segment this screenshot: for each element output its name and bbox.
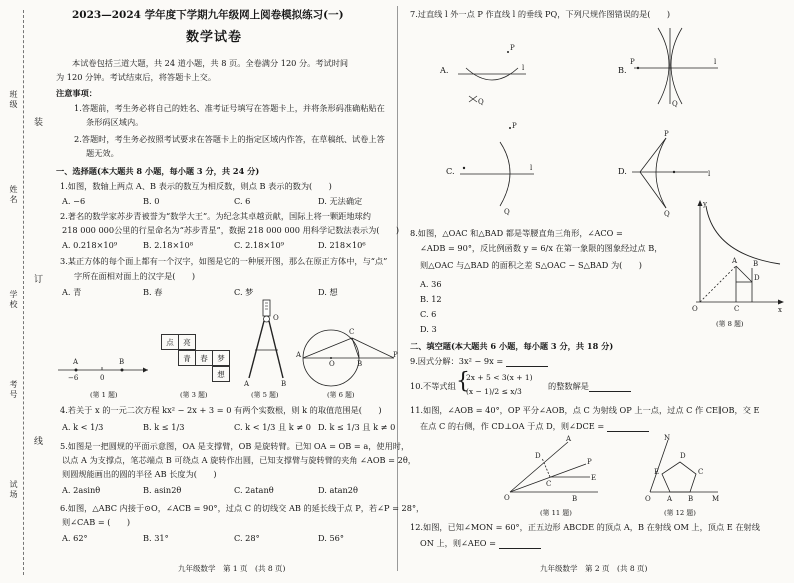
q1-option-c: C. 6 <box>234 196 251 206</box>
q7a-label-q: Q <box>478 98 484 106</box>
binding-char-xian: 线 <box>34 432 43 449</box>
q3-option-b: B. 春 <box>143 287 163 297</box>
q11-line-1: 11.如图，∠AOB = 40°，OP 平分∠AOB，点 C 为射线 OP 上一点，过点 C 作 CE∥OB，交 E <box>410 405 760 415</box>
fig12-label-b: B <box>688 495 694 503</box>
figure-8-hyperbola <box>690 198 786 314</box>
q12-line-2-text: ON 上，则∠AEO = <box>420 538 499 548</box>
q9-text: 9.因式分解：3x² − 9x = <box>410 356 506 366</box>
q6-line-2: 则∠CAB = ( ) <box>62 517 131 527</box>
q5-option-d: D. atan2θ <box>318 485 358 495</box>
fig12-label-c: C <box>698 468 704 476</box>
q3-line-2: 字所在面相对面上的汉字是( ) <box>74 271 196 281</box>
q2-line-2: 218 000 000公里的行星命名为“苏步青星”，数据 218 000 000 用科学记数法表示为( ) <box>62 225 400 235</box>
note-1a: 1.答题前，考生务必将自己的姓名、准考证号填写在答题卡上，并将条形码准确粘贴在 <box>74 103 385 113</box>
binding-label-name: 姓名 <box>9 185 18 205</box>
q2-line-1: 2.著名的数学家苏步青被誉为“数学大王”。为纪念其卓越贡献，国际上将一颗距地球约 <box>60 211 371 221</box>
q7c-label-l: l <box>530 164 533 172</box>
q12-answer-blank[interactable] <box>499 540 541 549</box>
q2-option-a: A. 0.218×10⁹ <box>62 240 118 250</box>
circle-label-b: B <box>357 360 363 368</box>
q7d-label-q: Q <box>664 210 670 218</box>
net-cell-qing: 青 <box>178 350 196 366</box>
q7-figure-b <box>628 22 720 112</box>
binding-dashed-line <box>23 10 24 575</box>
point-a <box>75 369 78 372</box>
q4-option-c: C. k < 1/3 且 k ≠ 0 <box>234 422 312 432</box>
net-cell-xiang: 想 <box>212 366 230 382</box>
q10-answer-blank[interactable] <box>589 383 631 392</box>
q2-option-c: C. 2.18×10⁹ <box>234 240 284 250</box>
fig8-label-y: y <box>703 200 707 208</box>
binding-strip <box>0 0 44 583</box>
q11-line-2-text: 在点 C 的右侧，作 CD⊥OA 于点 D，则∠DCE = <box>420 421 607 431</box>
note-1b: 条形码区域内。 <box>86 117 144 127</box>
q3-option-c: C. 梦 <box>234 287 254 297</box>
point-b <box>121 369 124 372</box>
fig12-label-n: N <box>664 434 671 442</box>
q7c-label-q: Q <box>504 208 510 216</box>
q4-stem: 4.若关于 x 的一元二次方程 kx² − 2x + 3 = 0 有两个实数根，则 k 的取值范围是( ) <box>60 405 382 415</box>
q7d-label-l: l <box>708 170 711 178</box>
fig12-label-m: M <box>712 495 720 503</box>
compass-label-o: O <box>273 314 279 322</box>
q8-line-3: 则△OAC 与△BAD 的面积之差 S△OAC − S△BAD 为( ) <box>420 260 642 270</box>
q7-option-d: D. <box>618 166 627 176</box>
caption-q8: (第 8 题) <box>716 320 744 328</box>
q10-inequality-2: (x − 1)/2 ≤ x/3 <box>466 387 522 396</box>
subject-title: 数学试卷 <box>186 30 243 45</box>
q6-option-c: C. 28° <box>234 533 260 543</box>
fig11-label-b: B <box>572 495 578 503</box>
fig8-label-o: O <box>692 305 698 313</box>
q1-option-a: A. −6 <box>62 196 86 206</box>
q5-option-a: A. 2asinθ <box>62 485 101 495</box>
fig12-label-d: D <box>680 452 686 460</box>
note-2b: 题无效。 <box>86 148 119 158</box>
q10-tail-text: 的整数解是 <box>548 381 589 391</box>
q8-option-c: C. 6 <box>420 309 437 319</box>
label-zero: 0 <box>100 374 105 382</box>
fig8-label-b: B <box>753 260 759 268</box>
q10-tail <box>548 381 631 392</box>
q7b-label-p: P <box>630 58 635 66</box>
q2-option-b: B. 2.18×10⁸ <box>143 240 194 250</box>
fig12-label-a: A <box>667 495 673 503</box>
fig11-label-e: E <box>591 474 597 482</box>
caption-q1: (第 1 题) <box>90 391 118 399</box>
circle-label-p: P <box>393 351 398 359</box>
caption-q3: (第 3 题) <box>180 391 208 399</box>
notes-title: 注意事项： <box>56 88 97 98</box>
intro-line-1: 本试卷包括三道大题，共 24 道小题，共 8 页。全卷满分 120 分。考试时间 <box>72 58 349 68</box>
label-a: A <box>73 358 79 366</box>
q7-option-b: B. <box>618 65 627 75</box>
exam-title: 2023—2024 学年度下学期九年级网上阅卷模拟练习(一) <box>72 9 344 21</box>
fig11-label-c: C <box>546 480 552 488</box>
fig8-label-x: x <box>778 306 782 314</box>
circle-label-a: A <box>296 351 302 359</box>
q5-line-2: 以点 A 为支撑点，笔芯端点 B 可绕点 A 旋转作出圆，已知支撑臂与旋转臂的夹角 ∠AOB = 2θ， <box>62 455 416 465</box>
q10-brace: { <box>456 369 470 394</box>
q6-option-d: D. 56° <box>318 533 344 543</box>
fig11-label-a: A <box>566 435 572 443</box>
fig11-label-p: P <box>587 458 592 466</box>
fig11-label-d: D <box>535 452 541 460</box>
caption-q5: (第 5 题) <box>251 391 279 399</box>
label-b: B <box>119 358 125 366</box>
q8-option-b: B. 12 <box>420 294 442 304</box>
q9-stem <box>410 356 548 367</box>
q6-option-b: B. 31° <box>143 533 169 543</box>
binding-label-exam-room: 试场 <box>9 480 18 500</box>
net-cell-dian: 点 <box>161 334 179 350</box>
q7a-label-l: l <box>522 64 525 72</box>
fig12-label-e: E <box>654 468 660 476</box>
figure-1-number-line <box>58 340 150 380</box>
q1-stem: 1.如图，数轴上两点 A、B 表示的数互为相反数，则点 B 表示的数为( ) <box>60 181 332 191</box>
q3-line-1: 3.某正方体的每个面上都有一个汉字，如图是它的一种展开图，那么在原正方体中，与“点” <box>60 256 388 266</box>
page-divider <box>397 6 398 571</box>
q12-line-1: 12.如图，已知∠MON = 60°，正五边形 ABCDE 的顶点 A，B 在射线 OM 上，顶点 E 在射线 <box>410 522 760 532</box>
q8-line-1: 8.如图，△OAC 和△BAD 都是等腰直角三角形，∠ACO = <box>410 228 623 238</box>
q8-option-a: A. 36 <box>420 279 442 289</box>
circle-label-c: C <box>349 328 355 336</box>
net-cell-chun: 春 <box>195 350 213 366</box>
q7-figure-c <box>456 122 536 214</box>
q5-option-c: C. 2atanθ <box>234 485 274 495</box>
q6-line-1: 6.如图，△ABC 内接于⊙O，∠ACB = 90°，过点 C 的切线交 AB 的延长线于点 P，若∠P = 28°， <box>60 503 425 513</box>
q7-stem: 7.过直线 l 外一点 P 作直线 l 的垂线 PQ，下列尺规作图错误的是( ) <box>410 9 671 19</box>
q4-option-a: A. k < 1/3 <box>62 422 104 432</box>
q1-option-d: D. 无法确定 <box>318 196 363 206</box>
label-minus-6: −6 <box>68 374 79 382</box>
net-cell-meng: 梦 <box>212 350 230 366</box>
binding-label-class: 班级 <box>9 90 18 110</box>
q7c-label-p: P <box>512 122 517 130</box>
caption-q12: (第 12 题) <box>664 509 696 517</box>
q1-option-b: B. 0 <box>143 196 160 206</box>
fig11-label-o: O <box>504 494 510 502</box>
figure-5-compass <box>243 298 291 390</box>
q7-option-c: C. <box>446 166 455 176</box>
section-2-title: 二、填空题(本大题共 6 小题，每小题 3 分，共 18 分) <box>410 341 614 351</box>
binding-label-school: 学校 <box>9 290 18 310</box>
q4-option-d: D. k ≤ 1/3 且 k ≠ 0 <box>318 422 396 432</box>
binding-char-ding: 订 <box>34 270 43 287</box>
q4-option-b: B. k ≤ 1/3 <box>143 422 185 432</box>
q9-answer-blank[interactable] <box>506 358 548 367</box>
q5-line-3: 则圆规能画出的圆的半径 AB 长度为( ) <box>62 469 217 479</box>
compass-label-a: A <box>244 380 250 388</box>
binding-char-zhuang: 装 <box>34 113 43 130</box>
fig12-label-o: O <box>645 495 651 503</box>
circle-label-o: O <box>329 360 335 368</box>
fig8-label-a: A <box>732 257 738 265</box>
caption-q11: (第 11 题) <box>540 509 572 517</box>
caption-q6: (第 6 题) <box>327 391 355 399</box>
q2-option-d: D. 218×10⁶ <box>318 240 366 250</box>
q3-option-a: A. 青 <box>62 287 82 297</box>
q8-line-2: ∠ADB = 90°，反比例函数 y = 6/x 在第一象限的图象经过点 B， <box>420 243 663 253</box>
footer-right: 九年级数学 第 2 页 (共 8 页) <box>540 564 648 573</box>
figure-11-angle-bisector <box>502 434 602 502</box>
figure-6-circle-tangent <box>296 320 398 388</box>
q6-option-a: A. 62° <box>62 533 88 543</box>
q7-figure-a <box>456 40 528 106</box>
q11-line-2 <box>420 421 649 432</box>
note-2a: 2.答题时，考生务必按照考试要求在答题卡上的指定区域内作答，在草稿纸、试卷上答 <box>74 134 385 144</box>
q8-option-d: D. 3 <box>420 324 437 334</box>
q12-line-2 <box>420 538 541 549</box>
figure-12-pentagon <box>640 434 720 502</box>
q10-inequality-1: 2x + 5 < 3(x + 1) <box>466 373 533 382</box>
q3-option-d: D. 想 <box>318 287 338 297</box>
q10-prefix: 10.不等式组 <box>410 381 456 391</box>
binding-label-exam-number: 考号 <box>9 380 18 400</box>
net-cell-liang: 亮 <box>178 334 196 350</box>
q7b-label-l: l <box>714 58 717 66</box>
q7-option-a: A. <box>440 65 449 75</box>
section-1-title: 一、选择题(本大题共 8 小题，每小题 3 分，共 24 分) <box>56 166 260 176</box>
compass-label-b: B <box>281 380 287 388</box>
q7d-label-p: P <box>664 130 669 138</box>
q7a-label-p: P <box>510 44 515 52</box>
footer-left: 九年级数学 第 1 页 (共 8 页) <box>178 564 286 573</box>
q11-answer-blank[interactable] <box>607 423 649 432</box>
q5-option-b: B. asin2θ <box>143 485 182 495</box>
q5-line-1: 5.如图是一把圆规的平面示意图，OA 是支撑臂，OB 是旋转臂。已知 OA = OB = a，使用时， <box>60 441 410 451</box>
fig8-label-c: C <box>734 305 740 313</box>
intro-line-2: 为 120 分钟。考试结束后，将答题卡上交。 <box>56 72 217 82</box>
q7b-label-q: Q <box>672 100 678 108</box>
fig8-label-d: D <box>754 274 760 282</box>
